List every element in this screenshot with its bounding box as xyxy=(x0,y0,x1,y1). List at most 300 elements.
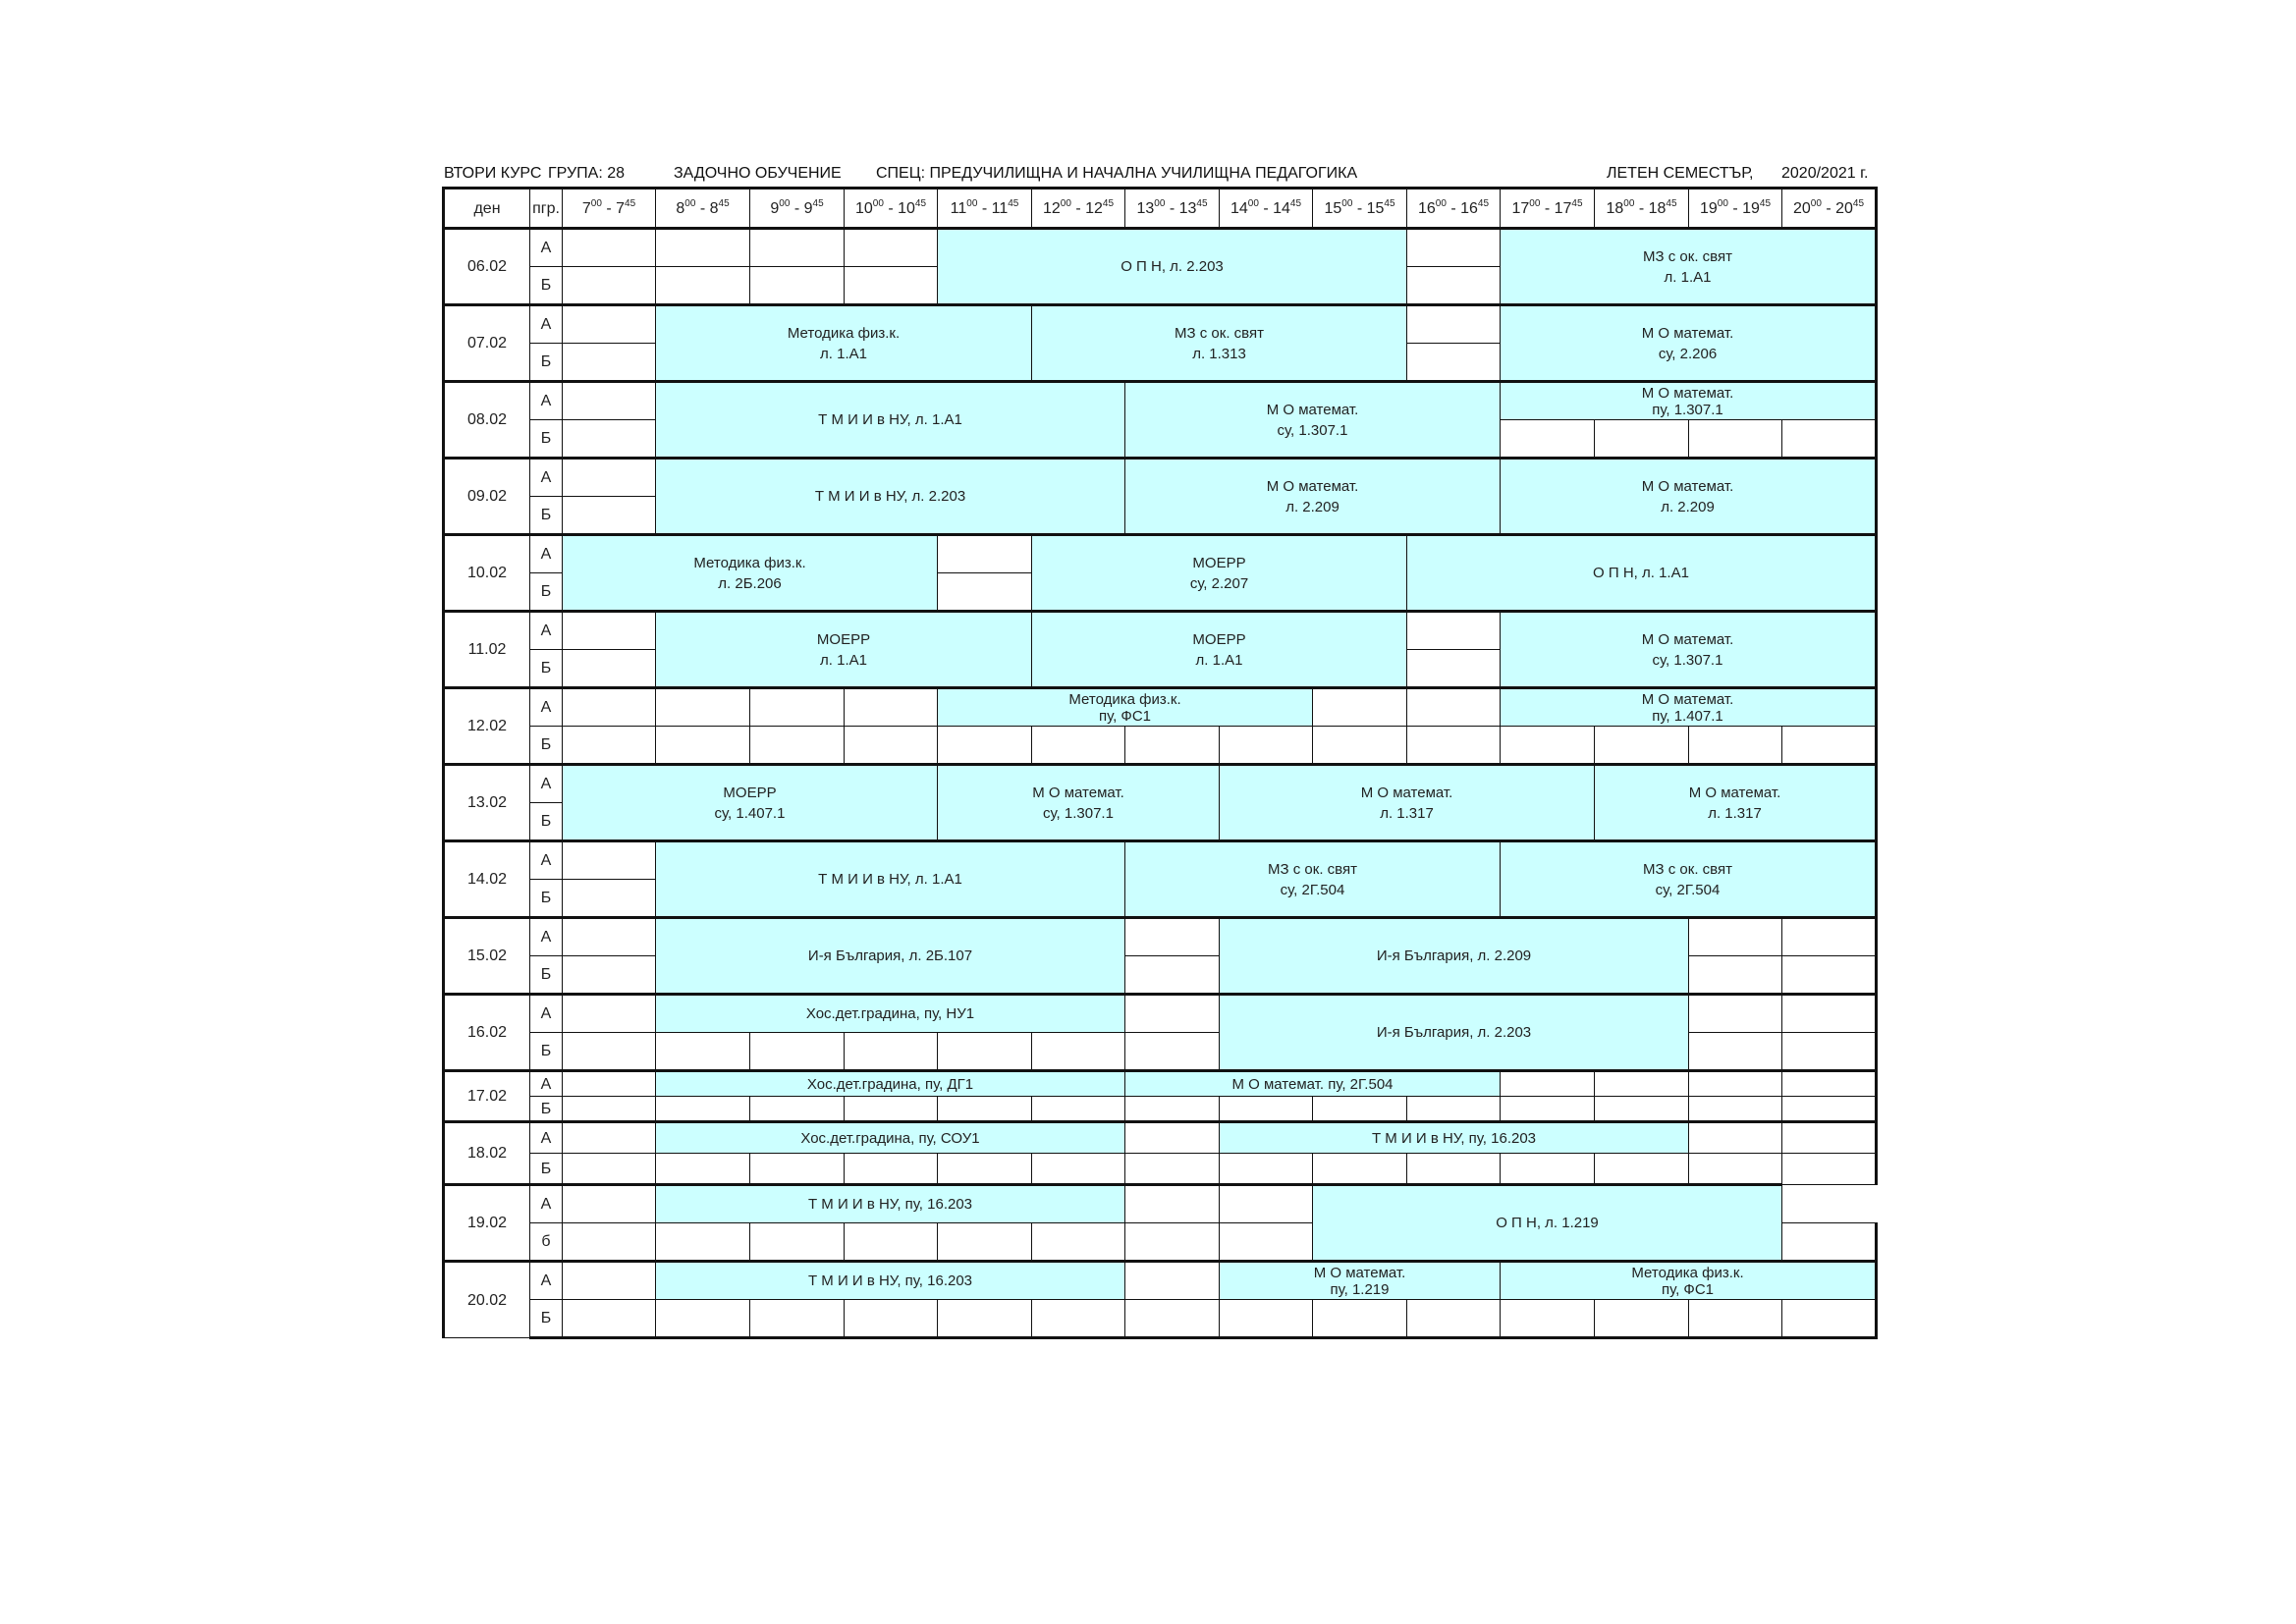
class-title: Т М И И в НУ, л. 2.203 xyxy=(814,488,966,505)
minutes-end: 45 xyxy=(1196,197,1208,209)
day-date xyxy=(444,995,530,1071)
minutes-start: 00 xyxy=(779,197,791,209)
date-label: 12.02 xyxy=(466,718,508,734)
empty-slot xyxy=(656,229,750,267)
minutes-end: 45 xyxy=(1008,197,1019,209)
class-title: МЗ с ок. свят xyxy=(1643,247,1732,265)
class-room: су, 2.207 xyxy=(1189,574,1249,592)
hour-start: 10 xyxy=(854,199,873,217)
empty-slot xyxy=(845,1223,938,1262)
day-date xyxy=(444,1071,530,1122)
empty-slot xyxy=(845,1097,938,1122)
class-room: л. 1.А1 xyxy=(820,345,867,362)
date-label: 09.02 xyxy=(466,488,508,505)
class-title: Методика физ.к. xyxy=(1631,1264,1744,1281)
empty-slot xyxy=(1782,1033,1877,1071)
subgroup-label: А xyxy=(540,316,552,333)
empty-slot xyxy=(1125,918,1220,956)
date-label: 13.02 xyxy=(466,794,508,811)
class-cell xyxy=(938,229,1407,305)
empty-slot xyxy=(1125,1154,1220,1185)
class-title: Т М И И в НУ, л. 1.А1 xyxy=(818,411,962,428)
hour-end: 17 xyxy=(1554,199,1572,217)
class-cell xyxy=(656,1262,1125,1300)
empty-slot xyxy=(1689,1071,1782,1097)
minutes-start: 00 xyxy=(966,197,978,209)
day-date xyxy=(444,535,530,612)
subgroup-a xyxy=(530,1262,563,1300)
empty-slot xyxy=(845,727,938,765)
day-row-a xyxy=(444,995,1877,1033)
class-title: О П Н, л. 1.А1 xyxy=(1593,565,1689,581)
class-title: Методика физ.к. xyxy=(1068,690,1181,708)
empty-slot xyxy=(1032,1154,1125,1185)
day-row-a xyxy=(444,1185,1877,1223)
subgroup-label: А xyxy=(540,1005,552,1022)
empty-slot xyxy=(656,1223,750,1262)
class-cell xyxy=(656,612,1032,688)
day-row-a xyxy=(444,688,1877,727)
empty-slot xyxy=(1689,1154,1782,1185)
class-cell xyxy=(656,459,1125,535)
minutes-start: 00 xyxy=(1623,197,1635,209)
class-cell xyxy=(656,305,1032,382)
class-room: л. 1.А1 xyxy=(820,651,867,669)
day-row-a xyxy=(444,382,1877,420)
class-cell xyxy=(1501,382,1877,420)
minutes-end: 45 xyxy=(1289,197,1302,209)
hour-slot-header: $15^{00} - 15^{45}$ xyxy=(1313,189,1407,229)
empty-slot xyxy=(563,727,656,765)
subgroup-b xyxy=(530,1300,563,1338)
hour-end: 20 xyxy=(1835,199,1853,217)
hour-start: 7 xyxy=(581,199,591,217)
date-label: 17.02 xyxy=(466,1088,508,1105)
day-date xyxy=(444,765,530,841)
hour-end: 11 xyxy=(991,199,1009,217)
subgroup-b xyxy=(530,1033,563,1071)
subgroup-b xyxy=(530,727,563,765)
class-title: МОЕРР xyxy=(1192,554,1246,571)
hour-end: 14 xyxy=(1273,199,1290,217)
minutes-end: 45 xyxy=(1384,197,1395,209)
class-title: М О математ. xyxy=(1641,384,1734,402)
class-room: л. 2Б.206 xyxy=(718,574,782,592)
class-cell xyxy=(1501,688,1877,727)
subgroup-label: Б xyxy=(540,813,552,830)
class-title: МОЕРР xyxy=(816,630,871,648)
day-date xyxy=(444,1262,530,1338)
empty-slot xyxy=(1220,1223,1313,1262)
minutes-start: 00 xyxy=(1060,197,1071,209)
empty-slot xyxy=(1032,1300,1125,1338)
empty-slot xyxy=(656,1097,750,1122)
day-date xyxy=(444,305,530,382)
hour-end: 12 xyxy=(1085,199,1103,217)
hour-start: 8 xyxy=(676,199,685,217)
subgroup-b xyxy=(530,1154,563,1185)
subgroup-a xyxy=(530,459,563,497)
empty-slot xyxy=(563,229,656,267)
day-row-a xyxy=(444,1122,1877,1154)
empty-slot xyxy=(1595,1154,1689,1185)
empty-slot xyxy=(1782,956,1877,995)
empty-slot xyxy=(1501,420,1595,459)
empty-slot xyxy=(1125,1262,1220,1300)
hour-start: 16 xyxy=(1417,199,1436,217)
empty-slot xyxy=(1125,727,1220,765)
date-label: 19.02 xyxy=(466,1215,508,1231)
class-title: Т М И И в НУ, пу, 16.203 xyxy=(807,1196,973,1213)
class-cell xyxy=(656,1122,1125,1154)
empty-slot xyxy=(563,1071,656,1097)
class-room: су, 2Г.504 xyxy=(1655,881,1721,898)
empty-slot xyxy=(1313,1154,1407,1185)
class-cell xyxy=(938,765,1220,841)
empty-slot xyxy=(1125,1033,1220,1071)
subgroup-b xyxy=(530,1223,563,1262)
minutes-start: 00 xyxy=(1717,197,1728,209)
empty-slot xyxy=(1501,1097,1595,1122)
day-row-b xyxy=(444,1300,1877,1338)
minutes-end: 45 xyxy=(812,197,824,209)
day-row-a xyxy=(444,765,1877,803)
minutes-end: 45 xyxy=(1852,197,1865,209)
subgroup-a xyxy=(530,841,563,880)
date-label: 16.02 xyxy=(466,1024,508,1041)
class-cell xyxy=(656,1071,1125,1097)
empty-slot xyxy=(563,497,656,535)
empty-slot xyxy=(563,1033,656,1071)
empty-slot xyxy=(1782,918,1877,956)
empty-slot xyxy=(750,1223,845,1262)
subgroup-label: Б xyxy=(540,430,552,447)
minutes-start: 00 xyxy=(1247,197,1259,209)
hour-slot-header: $13^{00} - 13^{45}$ xyxy=(1125,189,1220,229)
empty-slot xyxy=(1125,1300,1220,1338)
date-label: 15.02 xyxy=(466,947,508,964)
day-date xyxy=(444,688,530,765)
class-cell xyxy=(1220,1262,1501,1300)
empty-slot xyxy=(563,420,656,459)
subgroup-b xyxy=(530,267,563,305)
minutes-start: 00 xyxy=(1154,197,1166,209)
empty-slot xyxy=(1689,1300,1782,1338)
class-cell xyxy=(563,535,938,612)
day-row-b xyxy=(444,1154,1877,1185)
empty-slot xyxy=(938,1154,1032,1185)
class-title: М О математ. xyxy=(1266,401,1359,418)
empty-slot xyxy=(563,305,656,344)
empty-slot xyxy=(1407,1154,1501,1185)
subgroup-label: А xyxy=(540,1196,552,1213)
class-cell xyxy=(656,918,1125,995)
class-room: пу, 1.307.1 xyxy=(1652,401,1723,418)
day-row-a xyxy=(444,305,1877,344)
day-row-b xyxy=(444,727,1877,765)
minutes-end: 45 xyxy=(1666,197,1677,209)
empty-slot xyxy=(1689,995,1782,1033)
subgroup-a xyxy=(530,612,563,650)
subgroup-label: Б xyxy=(540,1160,552,1177)
day-date xyxy=(444,612,530,688)
hour-slot-header: $14^{00} - 14^{45}$ xyxy=(1220,189,1313,229)
subgroup-label: А xyxy=(540,1129,552,1147)
class-room: л. 1.313 xyxy=(1192,345,1246,362)
empty-slot xyxy=(1782,420,1877,459)
empty-slot xyxy=(563,1300,656,1338)
empty-slot xyxy=(1689,1097,1782,1122)
class-title: Т М И И в НУ, л. 1.А1 xyxy=(818,871,962,888)
empty-slot xyxy=(563,1223,656,1262)
minutes-end: 45 xyxy=(1477,197,1490,209)
empty-slot xyxy=(1032,727,1125,765)
day-column-label: ден xyxy=(473,199,501,217)
minutes-start: 00 xyxy=(1529,197,1541,209)
day-row-a xyxy=(444,841,1877,880)
class-cell xyxy=(1501,841,1877,918)
minutes-end: 45 xyxy=(1102,197,1115,209)
empty-slot xyxy=(1313,688,1407,727)
day-date xyxy=(444,459,530,535)
schedule-header xyxy=(444,163,1882,185)
empty-slot xyxy=(1782,727,1877,765)
empty-slot xyxy=(1220,1097,1313,1122)
class-cell xyxy=(1125,382,1501,459)
minutes-start: 00 xyxy=(872,197,884,209)
day-date xyxy=(444,841,530,918)
class-cell xyxy=(1125,1071,1501,1097)
class-room: пу, 1.407.1 xyxy=(1652,707,1723,725)
class-cell xyxy=(1501,229,1877,305)
class-title: М О математ. xyxy=(1032,784,1124,801)
subgroup-a xyxy=(530,688,563,727)
class-title: МОЕРР xyxy=(723,784,777,801)
empty-slot xyxy=(1125,956,1220,995)
minutes-end: 45 xyxy=(718,197,730,209)
class-room: су, 1.307.1 xyxy=(1043,804,1114,822)
day-column-header xyxy=(444,189,530,229)
class-room: су, 1.407.1 xyxy=(714,804,786,822)
subgroup-b xyxy=(530,956,563,995)
empty-slot xyxy=(1032,1223,1125,1262)
class-title: М О математ. xyxy=(1641,630,1734,648)
class-title: Т М И И в НУ, пу, 16.203 xyxy=(1371,1129,1537,1147)
subgroup-label: А xyxy=(540,699,552,716)
empty-slot xyxy=(750,1154,845,1185)
schedule-table xyxy=(442,187,1878,1339)
subgroup-label: Б xyxy=(540,507,552,523)
empty-slot xyxy=(1689,420,1782,459)
minutes-start: 00 xyxy=(1435,197,1447,209)
class-title: Хос.дет.градина, пу, ДГ1 xyxy=(806,1075,974,1093)
class-title: М О математ. xyxy=(1641,324,1734,342)
course-label: ВТОРИ КУРС xyxy=(444,165,542,182)
class-title: И-я България, л. 2Б.107 xyxy=(807,947,973,964)
class-title: Хос.дет.градина, пу, СОУ1 xyxy=(800,1129,980,1147)
subgroup-label: Б xyxy=(540,583,552,600)
hour-end: 16 xyxy=(1460,199,1478,217)
empty-slot xyxy=(1220,1154,1313,1185)
empty-slot xyxy=(563,688,656,727)
minutes-start: 00 xyxy=(1341,197,1353,209)
hour-slot-header: $10^{00} - 10^{45}$ xyxy=(845,189,938,229)
empty-slot xyxy=(1407,305,1501,344)
subgroup-b xyxy=(530,880,563,918)
minutes-end: 45 xyxy=(914,197,927,209)
empty-slot xyxy=(563,650,656,688)
empty-slot xyxy=(1407,1097,1501,1122)
year-label: 2020/2021 г. xyxy=(1781,165,1869,182)
minutes-end: 45 xyxy=(625,197,636,209)
empty-slot xyxy=(656,1033,750,1071)
class-title: М О математ. xyxy=(1360,784,1453,801)
hour-slot-header: $9^{00} - 9^{45}$ xyxy=(750,189,845,229)
empty-slot xyxy=(1689,918,1782,956)
empty-slot xyxy=(1501,1071,1595,1097)
class-cell xyxy=(1220,918,1689,995)
empty-slot xyxy=(563,1122,656,1154)
empty-slot xyxy=(938,1033,1032,1071)
empty-slot xyxy=(750,1033,845,1071)
empty-slot xyxy=(656,688,750,727)
class-cell xyxy=(1125,459,1501,535)
subgroup-b xyxy=(530,573,563,612)
empty-slot xyxy=(1782,1071,1877,1097)
hour-start: 11 xyxy=(950,199,967,217)
empty-slot xyxy=(563,267,656,305)
empty-slot xyxy=(1782,1300,1877,1338)
subgroup-label: А xyxy=(540,929,552,946)
day-row-a xyxy=(444,612,1877,650)
hour-start: 12 xyxy=(1042,199,1061,217)
empty-slot xyxy=(845,688,938,727)
subgroup-b xyxy=(530,497,563,535)
empty-slot xyxy=(938,535,1032,573)
class-title: М О математ. xyxy=(1266,477,1359,495)
subgroup-a xyxy=(530,918,563,956)
subgroup-b xyxy=(530,1097,563,1122)
class-cell xyxy=(563,765,938,841)
subgroup-label: А xyxy=(540,469,552,486)
subgroup-a xyxy=(530,1122,563,1154)
date-label: 08.02 xyxy=(466,411,508,428)
empty-slot xyxy=(1313,1097,1407,1122)
class-cell xyxy=(1595,765,1877,841)
hour-start: 20 xyxy=(1792,199,1811,217)
empty-slot xyxy=(1689,727,1782,765)
subgroup-label: б xyxy=(541,1233,551,1250)
hour-slot-header: $7^{00} - 7^{45}$ xyxy=(563,189,656,229)
empty-slot xyxy=(750,267,845,305)
empty-slot xyxy=(563,344,656,382)
class-title: МЗ с ок. свят xyxy=(1643,860,1732,878)
class-title: Т М И И в НУ, пу, 16.203 xyxy=(807,1272,973,1289)
class-cell xyxy=(1032,305,1407,382)
empty-slot xyxy=(938,1223,1032,1262)
class-cell xyxy=(1501,305,1877,382)
empty-slot xyxy=(1595,727,1689,765)
subgroup-b xyxy=(530,650,563,688)
empty-slot xyxy=(1125,1223,1220,1262)
subgroup-label: Б xyxy=(540,1043,552,1059)
class-title: Методика физ.к. xyxy=(787,324,901,342)
empty-slot xyxy=(656,727,750,765)
hour-start: 14 xyxy=(1230,199,1248,217)
hour-slot-header: $17^{00} - 17^{45}$ xyxy=(1501,189,1595,229)
day-row-a xyxy=(444,535,1877,573)
subgroup-label: Б xyxy=(540,966,552,983)
day-date xyxy=(444,1185,530,1262)
empty-slot xyxy=(1501,1154,1595,1185)
subgroup-label: А xyxy=(540,623,552,639)
hour-slot-header: $19^{00} - 19^{45}$ xyxy=(1689,189,1782,229)
class-cell xyxy=(1501,1262,1877,1300)
day-row-a xyxy=(444,229,1877,267)
empty-slot xyxy=(1501,727,1595,765)
class-title: М О математ. xyxy=(1688,784,1781,801)
empty-slot xyxy=(938,573,1032,612)
subgroup-a xyxy=(530,305,563,344)
hour-slot-header: $11^{00} - 11^{45}$ xyxy=(938,189,1032,229)
class-cell xyxy=(1032,612,1407,688)
empty-slot xyxy=(563,612,656,650)
class-room: су, 1.307.1 xyxy=(1652,651,1723,669)
subgroup-b xyxy=(530,344,563,382)
group-column-label: пгр. xyxy=(532,199,560,217)
empty-slot xyxy=(1782,1154,1877,1185)
class-room: пу, ФС1 xyxy=(1098,707,1152,725)
empty-slot xyxy=(750,688,845,727)
empty-slot xyxy=(1782,995,1877,1033)
hour-start: 17 xyxy=(1511,199,1530,217)
subgroup-label: Б xyxy=(540,353,552,370)
empty-slot xyxy=(1407,688,1501,727)
empty-slot xyxy=(750,1300,845,1338)
class-cell xyxy=(1501,612,1877,688)
subgroup-a xyxy=(530,382,563,420)
hour-end: 18 xyxy=(1648,199,1667,217)
empty-slot xyxy=(656,1300,750,1338)
specialty-label: СПЕЦ: ПРЕДУЧИЛИЩНА И НАЧАЛНА УЧИЛИЩНА ПЕДАГОГИКА xyxy=(876,165,1358,182)
subgroup-a xyxy=(530,229,563,267)
date-label: 06.02 xyxy=(466,258,508,275)
hour-start: 15 xyxy=(1324,199,1342,217)
empty-slot xyxy=(750,229,845,267)
day-row-a xyxy=(444,1071,1877,1097)
subgroup-a xyxy=(530,765,563,803)
day-date xyxy=(444,229,530,305)
class-cell xyxy=(1125,841,1501,918)
subgroup-label: Б xyxy=(540,890,552,906)
class-cell xyxy=(1220,1122,1689,1154)
hour-start: 13 xyxy=(1136,199,1155,217)
subgroup-label: Б xyxy=(540,277,552,294)
empty-slot xyxy=(563,1154,656,1185)
class-cell xyxy=(1501,459,1877,535)
minutes-end: 45 xyxy=(1571,197,1583,209)
empty-slot xyxy=(1782,1122,1877,1154)
date-label: 07.02 xyxy=(466,335,508,352)
minutes-end: 45 xyxy=(1759,197,1772,209)
empty-slot xyxy=(1689,1122,1782,1154)
subgroup-label: Б xyxy=(540,1100,552,1117)
class-room: су, 2.206 xyxy=(1658,345,1718,362)
class-room: л. 2.209 xyxy=(1661,498,1715,515)
empty-slot xyxy=(938,1300,1032,1338)
class-title: О П Н, л. 1.219 xyxy=(1496,1215,1599,1231)
minutes-start: 00 xyxy=(684,197,696,209)
